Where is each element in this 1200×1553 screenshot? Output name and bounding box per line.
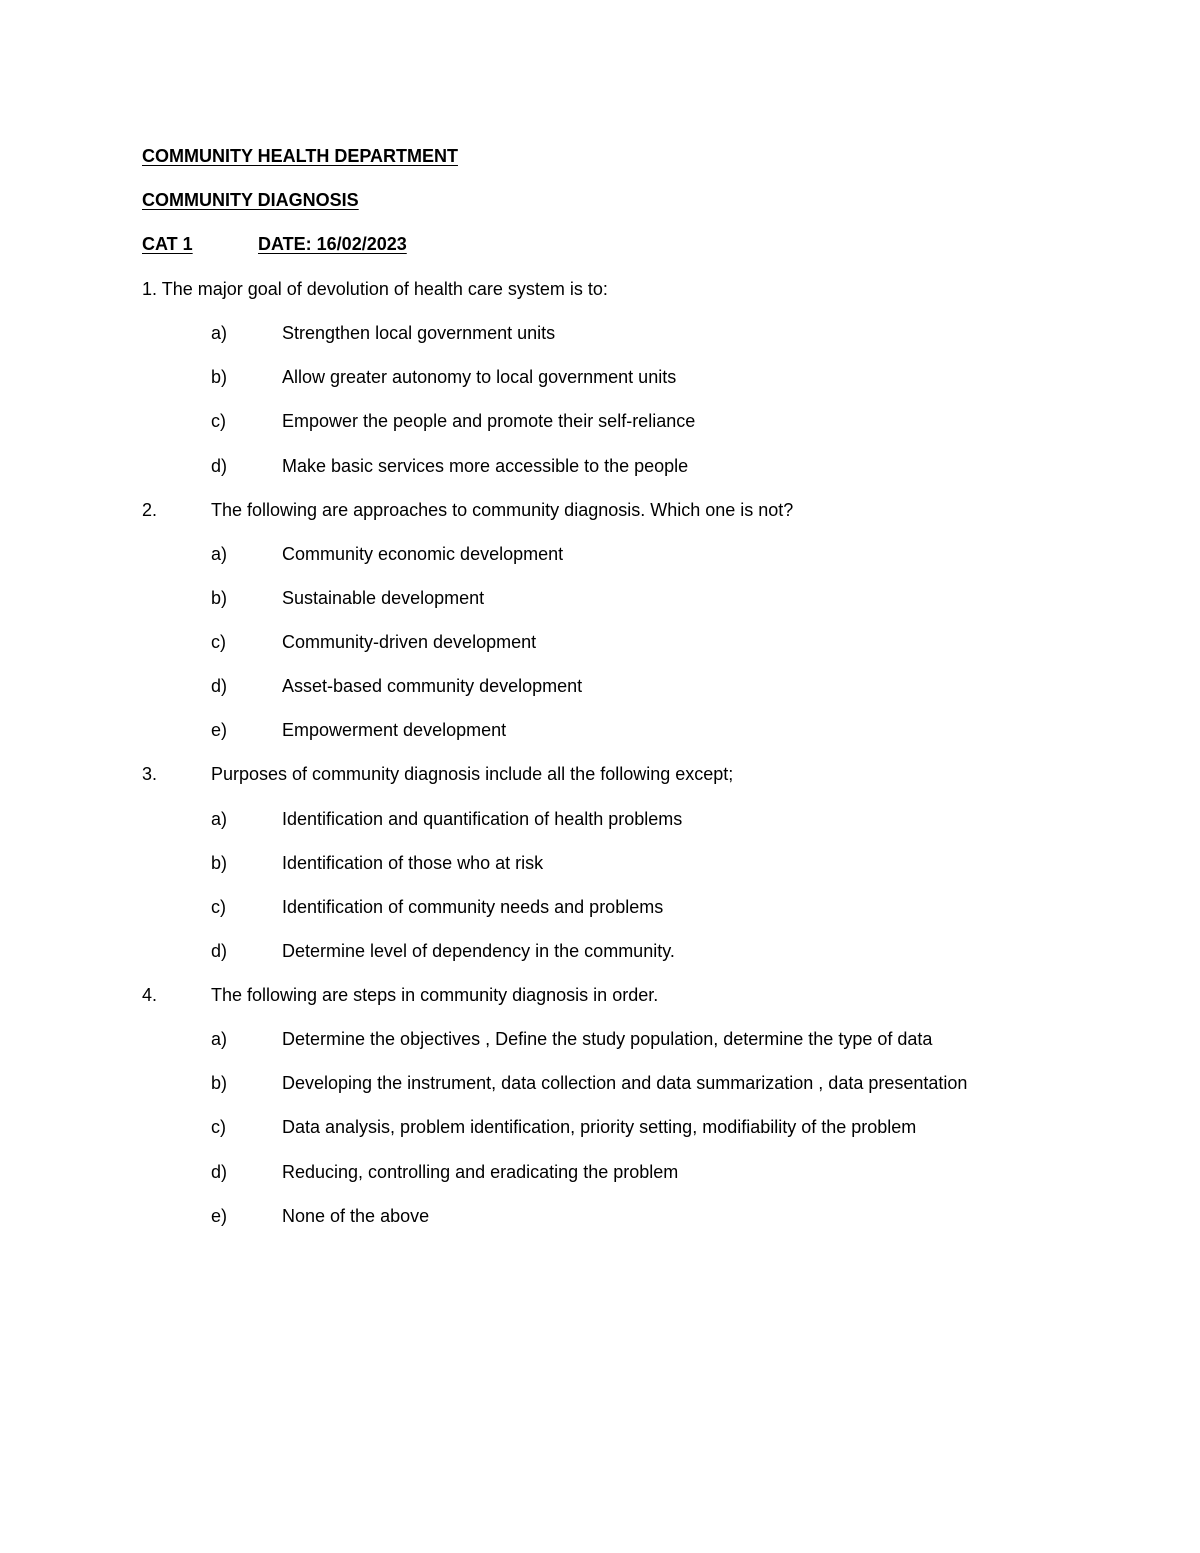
question-number: 3. — [142, 764, 158, 784]
option-text: Empower the people and promote their self-reliance — [282, 411, 696, 431]
option-letter: d) — [211, 456, 228, 476]
option-text: Make basic services more accessible to the people — [282, 456, 689, 476]
option-letter: b) — [211, 588, 228, 608]
option-text: Sustainable development — [282, 588, 485, 608]
option-letter: a) — [211, 1029, 228, 1049]
option-text: Reducing, controlling and eradicating the problem — [282, 1162, 679, 1182]
option-text: Allow greater autonomy to local government units — [282, 367, 677, 387]
option-text: Strengthen local government units — [282, 323, 556, 343]
option-text: Empowerment development — [282, 720, 507, 740]
question-number: 4. — [142, 985, 158, 1005]
question-text: Purposes of community diagnosis include all the following except; — [211, 764, 734, 784]
option-letter: c) — [211, 632, 226, 652]
question-text: The following are approaches to community diagnosis. Which one is not? — [211, 500, 794, 520]
option-letter: c) — [211, 897, 226, 917]
question-1 — [142, 277, 608, 301]
option-letter: e) — [211, 1206, 228, 1226]
question-number: 2. — [142, 500, 158, 520]
department-heading: COMMUNITY HEALTH DEPARTMENT — [142, 146, 458, 166]
option-text: Determine the objectives , Define the study population, determine the type of data — [282, 1029, 933, 1049]
cat-label: CAT 1 — [142, 234, 193, 254]
option-text: Identification of those who at risk — [282, 853, 544, 873]
option-letter: c) — [211, 1117, 226, 1137]
option-letter: e) — [211, 720, 228, 740]
option-text: Asset-based community development — [282, 676, 583, 696]
option-letter: c) — [211, 411, 226, 431]
course-heading: COMMUNITY DIAGNOSIS — [142, 190, 359, 210]
option-text: None of the above — [282, 1206, 430, 1226]
option-text: Identification and quantification of health problems — [282, 809, 683, 829]
question-text: The major goal of devolution of health care system is to: — [161, 279, 608, 299]
option-letter: d) — [211, 676, 228, 696]
option-text: Community-driven development — [282, 632, 537, 652]
option-letter: a) — [211, 323, 228, 343]
question-number: 1. — [142, 279, 158, 299]
option-letter: b) — [211, 853, 228, 873]
option-text: Data analysis, problem identification, priority setting, modifiability of the problem — [282, 1117, 917, 1137]
option-letter: a) — [211, 544, 228, 564]
option-text: Determine level of dependency in the community. — [282, 941, 675, 961]
question-text: The following are steps in community diagnosis in order. — [211, 985, 659, 1005]
exam-date: DATE: 16/02/2023 — [258, 234, 407, 254]
option-letter: b) — [211, 367, 228, 387]
option-text: Community economic development — [282, 544, 564, 564]
option-letter: d) — [211, 1162, 228, 1182]
option-text: Developing the instrument, data collection and data summarization , data presentation — [282, 1073, 968, 1093]
option-letter: a) — [211, 809, 228, 829]
option-letter: b) — [211, 1073, 228, 1093]
option-text: Identification of community needs and problems — [282, 897, 664, 917]
option-letter: d) — [211, 941, 228, 961]
